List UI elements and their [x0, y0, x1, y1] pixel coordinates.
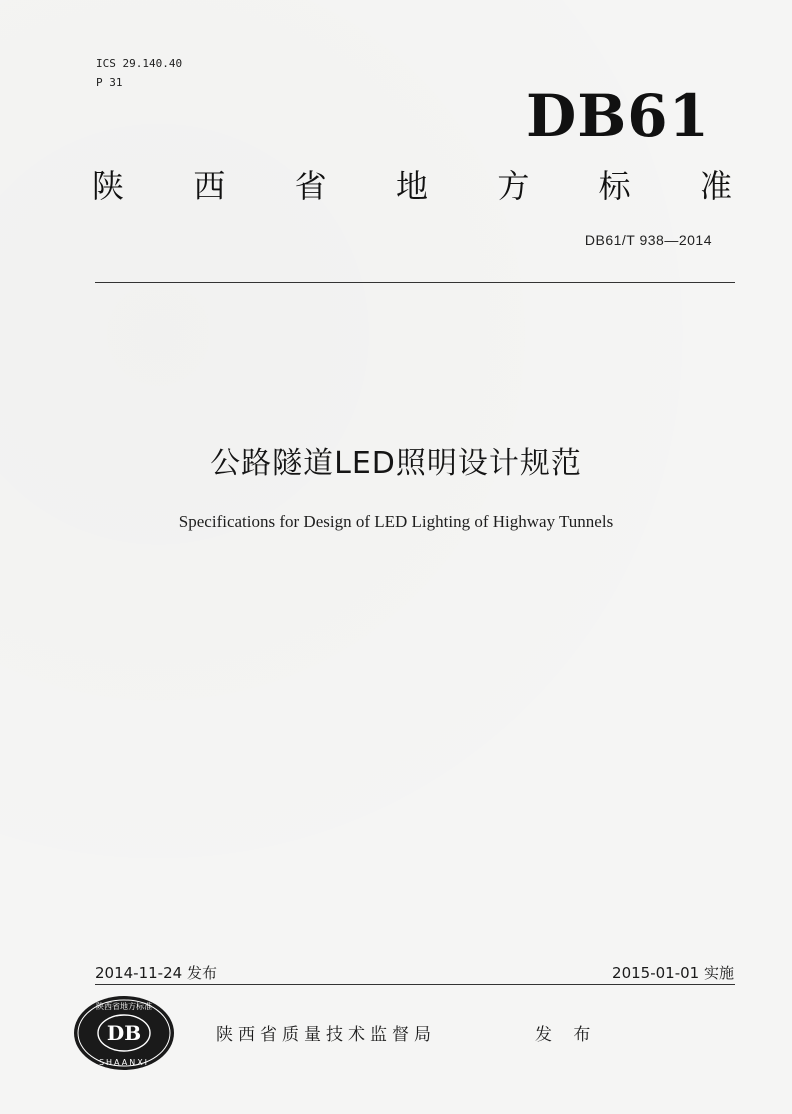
- issue-label: 发 布: [535, 1025, 599, 1045]
- standard-type-char: 准: [699, 167, 732, 205]
- implementation-date: 2015-01-01 实施: [612, 964, 734, 982]
- footer-divider: [95, 984, 735, 985]
- standard-type-char: 陕: [92, 167, 125, 205]
- ccs-code: P 31: [96, 76, 123, 89]
- seal-center-text: DB: [106, 1021, 142, 1045]
- standard-type-char: 方: [497, 167, 530, 205]
- seal-bottom-text: SHAANXI: [98, 1058, 150, 1067]
- ics-code: ICS 29.140.40: [96, 57, 183, 70]
- standard-type-char: 标: [598, 167, 631, 205]
- seal-top-text: 陕西省地方标准: [96, 1002, 152, 1011]
- document-title-chinese: 公路隧道LED照明设计规范: [210, 446, 582, 481]
- standard-type-char: 地: [395, 167, 428, 205]
- standard-code-logo: DB61: [525, 82, 710, 150]
- issue-date: 2014-11-24 发布: [95, 964, 217, 982]
- issuer-seal-logo: [72, 994, 176, 1072]
- standard-number: DB61/T 938—2014: [584, 232, 712, 248]
- issuing-authority: 陕西省质量技术监督局: [216, 1025, 436, 1045]
- standard-type-heading: [92, 166, 732, 206]
- header-divider: [95, 282, 735, 283]
- standard-type-char: 省: [294, 167, 327, 205]
- classification-codes: [96, 54, 182, 92]
- standard-type-char: 西: [193, 167, 226, 205]
- document-title-english: Specifications for Design of LED Lighting of Highway Tunnels: [178, 512, 614, 531]
